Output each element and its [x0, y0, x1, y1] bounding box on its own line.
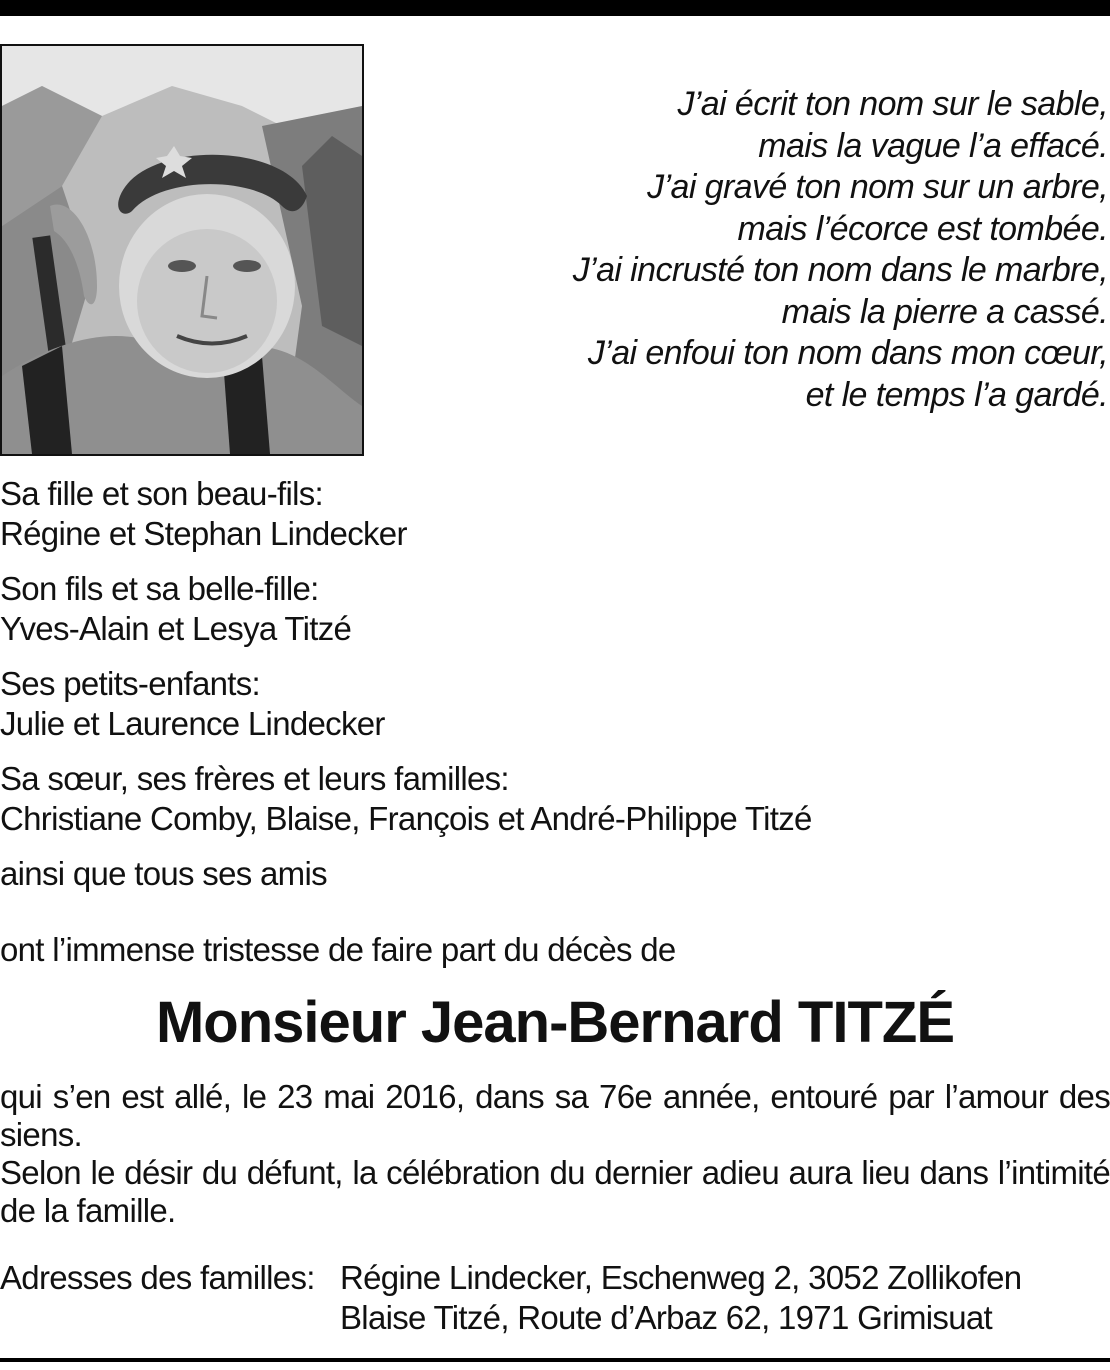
family-group-grandchildren — [0, 664, 1000, 744]
deceased-name: Monsieur Jean-Bernard TITZÉ — [155, 990, 955, 1055]
poem-line: mais la vague l’a effacé. — [758, 126, 1108, 165]
poem — [468, 84, 1108, 416]
poem-line: mais la pierre a cassé. — [781, 292, 1108, 331]
family-group-siblings — [0, 759, 1000, 839]
poem-line: J’ai écrit ton nom sur le sable, — [677, 85, 1108, 123]
addresses-label: Adresses des familles: — [0, 1259, 315, 1296]
family-list — [0, 474, 1000, 909]
poem-line: mais l’écorce est tombée. — [737, 209, 1108, 248]
poem-line: J’ai gravé ton nom sur un arbre, — [647, 168, 1108, 206]
details-text — [0, 1078, 1110, 1230]
poem-line: J’ai enfoui ton nom dans mon cœur, — [587, 334, 1108, 372]
family-relation: Son fils et sa belle-fille: — [0, 570, 319, 607]
poem-line: J’ai incrusté ton nom dans le marbre, — [572, 251, 1108, 289]
poem-line: et le temps l’a gardé. — [805, 375, 1108, 414]
family-relation: Sa sœur, ses frères et leurs familles: — [0, 760, 509, 797]
family-relation: Ses petits-enfants: — [0, 665, 261, 702]
address-line: Régine Lindecker, Eschenweg 2, 3052 Zollikofen — [340, 1259, 1022, 1296]
family-relation: Sa fille et son beau-fils: — [0, 475, 323, 512]
top-border-rule — [0, 0, 1110, 16]
family-group-friends — [0, 854, 1000, 894]
bottom-border-rule — [0, 1358, 1110, 1362]
family-names: Yves-Alain et Lesya Titzé — [0, 610, 352, 647]
announcement-line: ont l’immense tristesse de faire part du décès de — [0, 931, 676, 968]
family-group-daughter — [0, 474, 1000, 554]
family-names: Christiane Comby, Blaise, François et André-Philippe Titzé — [0, 800, 812, 837]
family-names: Régine et Stephan Lindecker — [0, 515, 407, 552]
portrait-photo — [0, 44, 364, 456]
details-paragraph-ceremony: Selon le désir du défunt, la célébration du dernier adieu aura lieu dans l’intimité de la famille. — [0, 1154, 1110, 1229]
details-paragraph-passing: qui s’en est allé, le 23 mai 2016, dans sa 76e année, entouré par l’amour des siens. — [0, 1078, 1110, 1153]
family-names: Julie et Laurence Lindecker — [0, 705, 385, 742]
friends-line: ainsi que tous ses amis — [0, 855, 327, 892]
address-line: Blaise Titzé, Route d’Arbaz 62, 1971 Grimisuat — [340, 1299, 992, 1336]
family-group-son — [0, 569, 1000, 649]
